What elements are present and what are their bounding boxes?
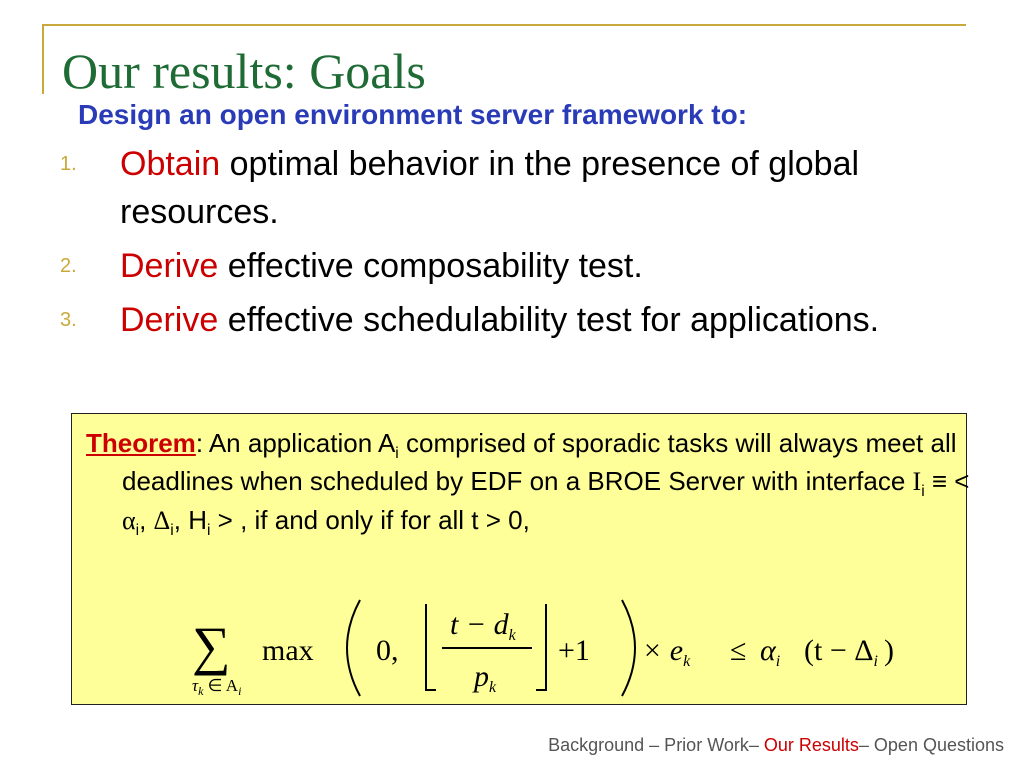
interface-equiv: ≡ < (924, 466, 970, 496)
alpha-term: $\alpha_i$ (760, 634, 781, 670)
theorem-statement (86, 424, 988, 540)
times-e-term: × $e_k$ (642, 634, 691, 670)
goal-item (60, 140, 970, 236)
max-operator: max (262, 634, 314, 667)
bracket-term: ($t - \Delta_i$ ) (804, 634, 894, 670)
theorem-text-1: An application A (208, 428, 396, 458)
theorem-text-2: comprised of sporadic tasks will always meet all deadlines when scheduled by EDF on a BROE Server with interface (122, 428, 957, 496)
sum-index: $\tau_k$ ∈ $A_i$ (192, 676, 242, 698)
goal-text: optimal behavior in the presence of global resources. (120, 145, 860, 231)
footer-part-1: Background – Prior Work– (548, 735, 764, 755)
goal-verb: Derive (120, 247, 219, 285)
goal-text: effective schedulability test for applications. (218, 301, 880, 339)
theorem-box (71, 413, 970, 705)
goal-verb: Obtain (120, 145, 221, 183)
goal-verb: Derive (120, 301, 219, 339)
goal-number: 3. (60, 309, 77, 331)
delta-symbol: Δ (153, 506, 171, 535)
right-floor (536, 604, 546, 690)
page-title: Our results: Goals (62, 43, 426, 99)
theorem-separator: : (195, 428, 209, 458)
interface-subscript: i (921, 483, 925, 501)
sum-symbol: ∑ (192, 616, 231, 676)
theorem-text-3: > , if and only if for all t > 0, (210, 505, 530, 535)
top-rule (42, 24, 966, 26)
h-subscript: i (206, 522, 211, 540)
alpha-symbol: α (122, 506, 136, 535)
interface-comma-2: , (173, 505, 189, 535)
goal-number: 1. (60, 153, 77, 175)
left-paren (347, 600, 360, 696)
slide-subtitle: Design an open environment server framework to: (78, 99, 748, 130)
footer-navigation (548, 734, 1004, 756)
right-paren (622, 600, 635, 696)
leq-symbol: ≤ (730, 634, 747, 667)
footer-part-2: – Open Questions (858, 735, 1004, 755)
interface-symbol: I (912, 467, 922, 496)
goal-item (60, 296, 970, 344)
left-rule (42, 24, 44, 94)
goal-text: effective composability test. (218, 247, 643, 285)
theorem-label: Theorem (86, 428, 196, 458)
fraction-denominator: $p_k$ (474, 660, 497, 696)
goals-list (60, 140, 970, 350)
footer-current-section: Our Results (763, 735, 859, 755)
fraction-numerator: $t - d_k$ (450, 608, 516, 644)
left-floor (426, 604, 436, 690)
delta-subscript: i (170, 522, 174, 540)
alpha-subscript: i (135, 522, 140, 540)
interface-comma-1: , (139, 505, 154, 535)
schedulability-formula (192, 592, 952, 704)
goal-item (60, 242, 970, 290)
plus-one-term: +1 (558, 634, 590, 667)
zero-term: 0, (376, 634, 399, 667)
theorem-subscript-i: i (395, 445, 399, 463)
goal-number: 2. (60, 255, 77, 277)
h-symbol: H (188, 505, 207, 535)
